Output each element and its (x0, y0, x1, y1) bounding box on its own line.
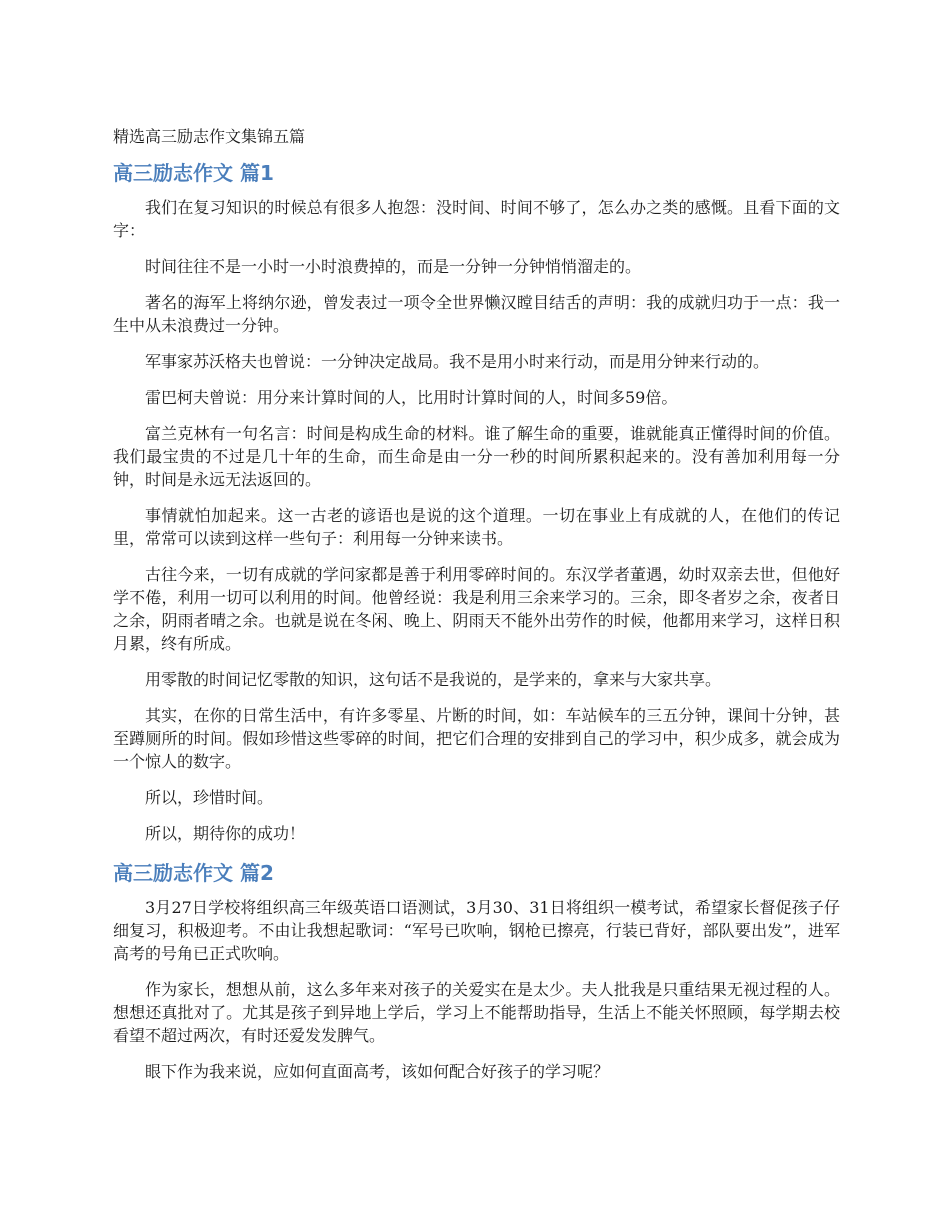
paragraph: 3月27日学校将组织高三年级英语口语测试，3月30、31日将组织一模考试，希望家长督促孩子仔细复习，积极迎考。不由让我想起歌词：“军号已吹响，钢枪已擦亮，行装已背好，部队要出发”，进军高考的号角已正式吹响。 (113, 898, 840, 963)
paragraph: 富兰克林有一句名言：时间是构成生命的材料。谁了解生命的重要，谁就能真正懂得时间的价值。我们最宝贵的不过是几十年的生命，而生命是由一分一秒的时间所累积起来的。没有善加利用每一分钟，时间是永远无法返回的。 (113, 424, 840, 489)
paragraph: 古往今来，一切有成就的学问家都是善于利用零碎时间的。东汉学者董遇，幼时双亲去世，但他好学不倦，利用一切可以利用的时间。他曾经说：我是利用三余来学习的。三余，即冬者岁之余，夜者日之余，阴雨者晴之余。也就是说在冬闲、晚上、阴雨天不能外出劳作的时候，他都用来学习，这样日积月累，终有所成。 (113, 565, 840, 653)
section-heading: 高三励志作文 篇2 (113, 861, 274, 885)
paragraph: 所以，珍惜时间。 (145, 788, 274, 807)
paragraph: 雷巴柯夫曾说：用分来计算时间的人，比用时计算时间的人，时间多59倍。 (145, 388, 678, 407)
paragraph: 眼下作为我来说，应如何直面高考，该如何配合好孩子的学习呢？ (145, 1062, 610, 1081)
paragraph: 著名的海军上将纳尔逊，曾发表过一项令全世界懒汉瞠目结舌的声明：我的成就归功于一点：我一生中从未浪费过一分钟。 (113, 293, 840, 335)
paragraph: 军事家苏沃格夫也曾说：一分钟决定战局。我不是用小时来行动，而是用分钟来行动的。 (145, 352, 770, 371)
paragraph: 用零散的时间记忆零散的知识，这句话不是我说的，是学来的，拿来与大家共享。 (145, 670, 722, 689)
section-heading: 高三励志作文 篇1 (113, 161, 274, 185)
paragraph: 作为家长，想想从前，这么多年来对孩子的关爱实在是太少。夫人批我是只重结果无视过程的人。想想还真批对了。尤其是孩子到异地上学后，学习上不能帮助指导，生活上不能关怀照顾，每学期去校看望不超过两次，有时还爱发发脾气。 (113, 980, 840, 1045)
section-1 (113, 158, 840, 845)
document-title: 精选高三励志作文集锦五篇 (113, 127, 306, 146)
paragraph: 我们在复习知识的时候总有很多人抱怨：没时间、时间不够了，怎么办之类的感慨。且看下面的文字： (113, 198, 840, 240)
section-2 (113, 858, 840, 1083)
document-page (113, 124, 840, 1096)
paragraph: 其实，在你的日常生活中，有许多零星、片断的时间，如：车站候车的三五分钟，课间十分钟，甚至蹲厕所的时间。假如珍惜这些零碎的时间，把它们合理的安排到自己的学习中，积少成多，就会成为一个惊人的数字。 (113, 706, 840, 771)
paragraph: 事情就怕加起来。这一古老的谚语也是说的这个道理。一切在事业上有成就的人，在他们的传记里，常常可以读到这样一些句子：利用每一分钟来读书。 (113, 506, 840, 548)
paragraph: 时间往往不是一小时一小时浪费掉的，而是一分钟一分钟悄悄溜走的。 (145, 257, 642, 276)
paragraph: 所以，期待你的成功！ (145, 824, 306, 843)
